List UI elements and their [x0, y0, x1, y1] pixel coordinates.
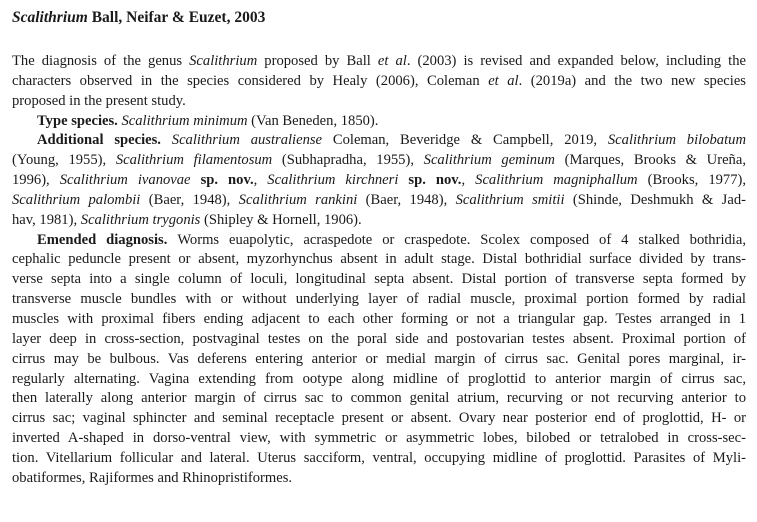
body-text: , — [253, 172, 268, 189]
text-line — [12, 92, 746, 112]
italic-taxon-text: Scalithrium — [189, 53, 258, 69]
body-text: (Baer, 1948), — [357, 191, 456, 208]
body-text: 1996), — [12, 172, 60, 189]
body-text: layer deep in cross-section, postvaginal testes on the poral side and postovarian testes absent. Proximal portion of — [12, 330, 746, 347]
text-line — [12, 330, 746, 350]
body-text: Coleman, Beveridge & Campbell, 2019, — [322, 132, 608, 149]
body-text: (Young, 1955), — [12, 152, 116, 169]
italic-taxon-text: et al — [488, 72, 519, 89]
text-line — [12, 112, 746, 132]
body-text: Worms euapolytic, acraspedote or craspedote. Scolex composed of 4 stalked bothridia, — [177, 231, 746, 248]
italic-taxon-text: Scalithrium rankini — [238, 191, 358, 208]
body-text: cirrus sac; vaginal sphincter and seminal receptacle present or absent. Ovary near posterior end of proglottid, H- or — [12, 410, 746, 427]
italic-taxon-text: Scalithrium palombii — [12, 191, 141, 208]
text-line — [12, 370, 746, 390]
italic-taxon-text: Scalithrium ivanovae — [59, 172, 191, 189]
italic-taxon-text: Scalithrium magniphallum — [475, 172, 638, 189]
text-line — [12, 469, 746, 489]
body-text: tion. Vitellarium follicular and lateral. Uterus sacciform, ventral, occupying midline of proglottid. Parasites of Myli- — [12, 449, 746, 466]
body-text: (Brooks, 1977), — [637, 172, 747, 189]
italic-taxon-text: Scalithrium kirchneri — [267, 172, 399, 189]
body-text: verse septa into a single column of loculi, longitudinal septa absent. Distal portion of transverse septa formed by — [12, 271, 746, 288]
body-text: inverted A-shaped in dorso-ventral view, with symmetric or asymmetric lobes, bilobed or tetralobed in cross-sec- — [12, 430, 746, 447]
italic-taxon-text: Scalithrium australiense — [171, 132, 323, 149]
text-line — [12, 409, 746, 429]
italic-taxon-text: Scalithrium minimum — [121, 112, 248, 129]
text-line — [12, 151, 746, 171]
body-text: , — [461, 172, 476, 189]
italic-taxon-text: Scalithrium smitii — [455, 191, 565, 208]
text-line — [12, 250, 746, 270]
body-text: transverse muscle bundles with or without underlying layer of radial muscle, proximal portion formed by radial — [12, 291, 746, 308]
text-line — [12, 389, 746, 409]
bold-text: Additional species. — [37, 132, 172, 149]
italic-taxon-text: Scalithrium — [12, 9, 88, 26]
bold-text: Emended diagnosis. — [37, 231, 178, 248]
body-text: (Shipley & Hornell, 1906). — [200, 211, 362, 228]
body-text: obatiformes, Rajiformes and Rhinopristiformes. — [12, 469, 293, 486]
bold-text: sp. nov. — [398, 172, 462, 189]
text-line — [12, 231, 746, 251]
body-text: (Shinde, Deshmukh & Jad- — [564, 191, 746, 208]
diagnosis-text — [12, 52, 746, 489]
text-line — [12, 270, 746, 290]
body-text: (Van Beneden, 1850). — [247, 112, 379, 129]
bold-text: Type species. — [37, 112, 122, 129]
body-text: . (2003) is revised and expanded below, including the — [406, 53, 746, 69]
body-text: The diagnosis of the genus — [12, 53, 190, 69]
body-text: (Baer, 1948), — [140, 191, 239, 208]
text-line — [12, 350, 746, 370]
text-line — [12, 52, 746, 72]
text-line — [12, 290, 746, 310]
body-text: proposed by Ball — [257, 53, 378, 69]
body-text: then laterally along anterior margin of cirrus sac to common genital atrium, recurving or not recurving anterior to — [12, 390, 746, 407]
bold-text: sp. nov. — [190, 172, 254, 189]
body-text: . (2019a) and the two new species — [518, 72, 746, 89]
text-line — [12, 211, 746, 231]
body-text: (Marques, Brooks & Ureña, — [554, 152, 746, 169]
text-line — [12, 171, 746, 191]
body-text: cephalic peduncle present or absent, myzorhynchus absent in adult stage. Distal bothridial surface divided by trans- — [12, 251, 746, 268]
body-text: muscles with proximal fibers ending adjacent to each other forming or not a triangular gap. Testes arranged in 1 — [12, 310, 746, 327]
text-line — [12, 191, 746, 211]
body-text: (Subhapradha, 1955), — [272, 152, 424, 169]
text-line — [12, 310, 746, 330]
italic-taxon-text: Scalithrium filamentosum — [115, 152, 273, 169]
body-text: cirrus may be bulbous. Vas deferens entering anterior or medial margin of cirrus sac. Genital pores marginal, ir- — [12, 350, 746, 367]
bold-text: Ball, Neifar & Euzet, 2003 — [87, 9, 266, 26]
italic-taxon-text: Scalithrium geminum — [423, 152, 555, 169]
text-line — [12, 131, 746, 151]
body-text: characters observed in the species considered by Healy (2006), Coleman — [12, 72, 489, 89]
body-text: proposed in the present study. — [12, 92, 186, 109]
text-line — [12, 72, 746, 92]
body-text: hav, 1981), — [12, 211, 81, 228]
section-heading — [12, 9, 265, 27]
italic-taxon-text: et al — [377, 53, 407, 69]
italic-taxon-text: Scalithrium trygonis — [80, 211, 201, 228]
text-line — [12, 429, 746, 449]
body-text: regularly alternating. Vagina extending from ootype along midline of proglottid to anterior margin of cirrus sac, — [12, 370, 746, 387]
italic-taxon-text: Scalithrium bilobatum — [607, 132, 746, 149]
text-line — [12, 449, 746, 469]
